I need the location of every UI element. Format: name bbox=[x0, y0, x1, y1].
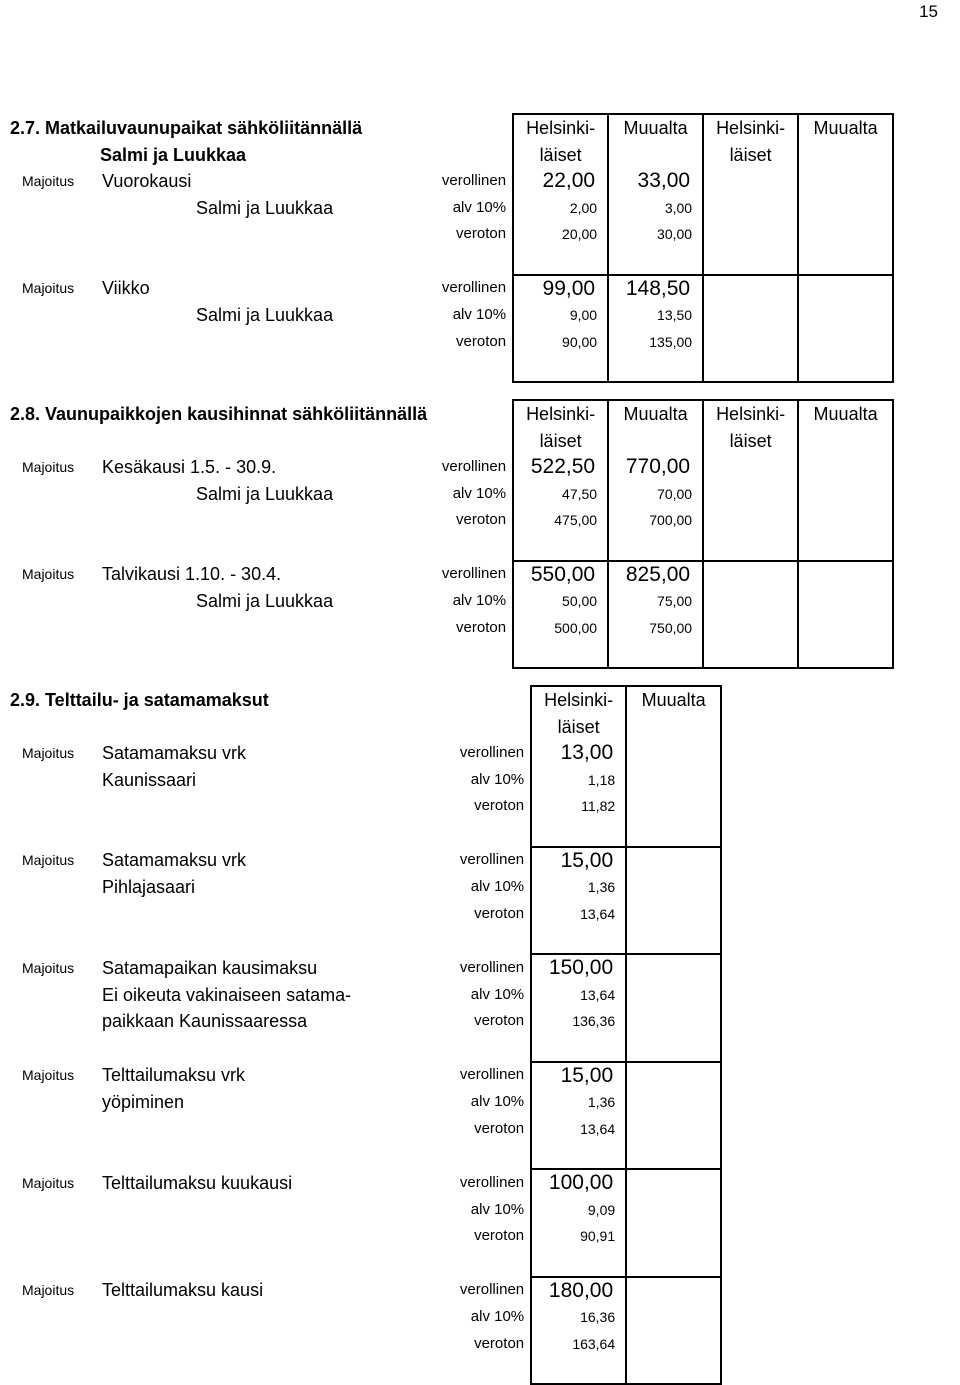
table-row bbox=[0, 740, 721, 767]
price-helsinki: 15,00 bbox=[531, 1062, 626, 1090]
price-muualta bbox=[626, 954, 721, 982]
tax-type-label: verollinen bbox=[441, 458, 507, 476]
header-helsinki-2-line2: läiset bbox=[703, 142, 798, 169]
table-row bbox=[0, 954, 721, 982]
price-helsinki: 180,00 bbox=[531, 1277, 626, 1305]
row-description: Salmi ja Luukkaa bbox=[196, 305, 334, 326]
tax-type-label: veroton bbox=[456, 618, 507, 636]
price-helsinki: 1,36 bbox=[531, 1089, 626, 1116]
tax-type-label: verollinen bbox=[459, 744, 525, 762]
header-muualta: Muualta bbox=[608, 114, 703, 142]
price-muualta bbox=[626, 740, 721, 767]
price-helsinki: 522,50 bbox=[513, 454, 608, 481]
price-helsinki: 136,36 bbox=[531, 1008, 626, 1035]
tax-type-label: veroton bbox=[456, 332, 507, 350]
tax-type-label: alv 10% bbox=[470, 1200, 525, 1218]
price-muualta bbox=[626, 1223, 721, 1250]
section-caravan-season bbox=[0, 399, 894, 669]
tax-type-label: veroton bbox=[474, 797, 525, 815]
price-helsinki: 9,00 bbox=[513, 302, 608, 329]
row-category-label: Majoitus bbox=[22, 1067, 75, 1084]
page-number: 15 bbox=[919, 2, 938, 21]
table-row bbox=[0, 588, 893, 615]
row-category-label: Majoitus bbox=[22, 566, 75, 583]
row-description: Satamamaksu vrk bbox=[102, 743, 247, 764]
price-helsinki: 90,91 bbox=[531, 1223, 626, 1250]
tax-type-label: verollinen bbox=[459, 958, 525, 976]
table-row bbox=[0, 507, 893, 534]
price-muualta: 148,50 bbox=[608, 275, 703, 303]
tax-type-label: verollinen bbox=[441, 279, 507, 297]
table-row bbox=[0, 901, 721, 928]
table-row bbox=[0, 195, 893, 222]
price-helsinki: 13,64 bbox=[531, 982, 626, 1009]
table-row bbox=[0, 1089, 721, 1116]
header-helsinki-2-line2: läiset bbox=[703, 428, 798, 455]
header-helsinki-line2: läiset bbox=[531, 714, 626, 741]
header-helsinki: Helsinki- bbox=[513, 114, 608, 142]
price-muualta: 825,00 bbox=[608, 561, 703, 589]
tax-type-label: veroton bbox=[456, 511, 507, 529]
row-description: Telttailumaksu vrk bbox=[102, 1065, 246, 1086]
price-helsinki: 13,64 bbox=[531, 901, 626, 928]
row-description: Telttailumaksu kuukausi bbox=[102, 1172, 293, 1193]
price-muualta bbox=[626, 1277, 721, 1305]
tax-type-label: veroton bbox=[474, 1119, 525, 1137]
tax-type-label: verollinen bbox=[441, 565, 507, 583]
table-row bbox=[0, 1116, 721, 1143]
price-muualta: 135,00 bbox=[608, 329, 703, 356]
price-helsinki: 2,00 bbox=[513, 195, 608, 222]
header-helsinki: Helsinki- bbox=[513, 400, 608, 428]
price-muualta: 30,00 bbox=[608, 221, 703, 248]
row-category-label: Majoitus bbox=[22, 745, 75, 762]
tax-type-label: alv 10% bbox=[470, 1093, 525, 1111]
price-muualta bbox=[626, 1116, 721, 1143]
price-muualta bbox=[626, 847, 721, 875]
tax-type-label: verollinen bbox=[459, 1066, 525, 1084]
table-row bbox=[0, 1169, 721, 1197]
table-row bbox=[0, 1008, 721, 1035]
row-description bbox=[100, 507, 333, 534]
price-muualta: 770,00 bbox=[608, 454, 703, 481]
row-description bbox=[100, 1304, 351, 1331]
price-muualta bbox=[626, 1331, 721, 1358]
tax-type-label: alv 10% bbox=[470, 1308, 525, 1326]
price-muualta bbox=[626, 1062, 721, 1090]
price-helsinki: 16,36 bbox=[531, 1304, 626, 1331]
table-row bbox=[0, 329, 893, 356]
header-helsinki-line2: läiset bbox=[513, 428, 608, 455]
row-description: Viikko bbox=[102, 278, 150, 299]
header-muualta-2: Muualta bbox=[798, 400, 893, 428]
row-description: yöpiminen bbox=[102, 1092, 185, 1113]
tax-type-label: veroton bbox=[474, 1227, 525, 1245]
row-description bbox=[100, 221, 333, 248]
row-description: Satamapaikan kausimaksu bbox=[102, 957, 318, 978]
row-description: Talvikausi 1.10. - 30.4. bbox=[102, 564, 282, 585]
price-muualta bbox=[626, 901, 721, 928]
row-description bbox=[100, 901, 351, 928]
header-helsinki-line2: läiset bbox=[513, 142, 608, 169]
price-helsinki: 22,00 bbox=[513, 168, 608, 195]
row-category-label: Majoitus bbox=[22, 852, 75, 869]
row-description: Pihlajasaari bbox=[102, 877, 196, 898]
table-row bbox=[0, 302, 893, 329]
tax-type-label: alv 10% bbox=[470, 770, 525, 788]
price-muualta bbox=[626, 1304, 721, 1331]
price-helsinki: 163,64 bbox=[531, 1331, 626, 1358]
row-description: Kaunissaari bbox=[102, 769, 197, 790]
table-row bbox=[0, 275, 893, 303]
tax-type-label: verollinen bbox=[459, 1281, 525, 1299]
tax-type-label: verollinen bbox=[459, 1173, 525, 1191]
section-tent-harbour bbox=[0, 685, 722, 1385]
table-row bbox=[0, 1304, 721, 1331]
table-row bbox=[0, 847, 721, 875]
table-row bbox=[0, 1277, 721, 1305]
price-muualta: 750,00 bbox=[608, 615, 703, 642]
section-subtitle: Salmi ja Luukkaa bbox=[100, 144, 247, 165]
price-helsinki: 13,64 bbox=[531, 1116, 626, 1143]
row-description: Kesäkausi 1.5. - 30.9. bbox=[102, 457, 277, 478]
row-description: Telttailumaksu kausi bbox=[102, 1280, 264, 1301]
table-row bbox=[0, 168, 893, 195]
table-row bbox=[0, 221, 893, 248]
price-helsinki: 1,36 bbox=[531, 874, 626, 901]
row-category-label: Majoitus bbox=[22, 959, 75, 976]
price-helsinki: 100,00 bbox=[531, 1169, 626, 1197]
tax-type-label: veroton bbox=[456, 225, 507, 243]
tax-type-label: alv 10% bbox=[452, 592, 507, 610]
row-description: Vuorokausi bbox=[102, 171, 192, 192]
price-muualta: 700,00 bbox=[608, 507, 703, 534]
price-helsinki: 550,00 bbox=[513, 561, 608, 589]
table-row bbox=[0, 1331, 721, 1358]
row-description: Salmi ja Luukkaa bbox=[196, 591, 334, 612]
table-row bbox=[0, 481, 893, 508]
price-helsinki: 500,00 bbox=[513, 615, 608, 642]
row-category-label: Majoitus bbox=[22, 1174, 75, 1191]
header-muualta-2: Muualta bbox=[798, 114, 893, 142]
tax-type-label: alv 10% bbox=[452, 306, 507, 324]
price-helsinki: 99,00 bbox=[513, 275, 608, 303]
tax-type-label: veroton bbox=[474, 904, 525, 922]
price-muualta bbox=[626, 1008, 721, 1035]
row-description: paikkaan Kaunissaaressa bbox=[102, 1011, 308, 1032]
price-muualta: 3,00 bbox=[608, 195, 703, 222]
row-category-label: Majoitus bbox=[22, 280, 75, 297]
row-description: Satamamaksu vrk bbox=[102, 850, 247, 871]
section-title: 2.7. Matkailuvaunupaikat sähköliitännällä bbox=[10, 117, 363, 138]
tax-type-label: verollinen bbox=[441, 172, 507, 190]
tax-type-label: veroton bbox=[474, 1334, 525, 1352]
tax-type-label: alv 10% bbox=[452, 198, 507, 216]
table-row bbox=[0, 767, 721, 794]
price-helsinki: 13,00 bbox=[531, 740, 626, 767]
price-helsinki: 50,00 bbox=[513, 588, 608, 615]
price-muualta: 13,50 bbox=[608, 302, 703, 329]
table-row bbox=[0, 982, 721, 1009]
tax-type-label: alv 10% bbox=[470, 878, 525, 896]
price-muualta bbox=[626, 874, 721, 901]
price-muualta: 70,00 bbox=[608, 481, 703, 508]
section-title: 2.9. Telttailu- ja satamamaksut bbox=[10, 689, 269, 710]
row-category-label: Majoitus bbox=[22, 1282, 75, 1299]
section-title: 2.8. Vaunupaikkojen kausihinnat sähköliitännällä bbox=[10, 403, 428, 424]
price-muualta bbox=[626, 1197, 721, 1224]
row-description: Salmi ja Luukkaa bbox=[196, 197, 334, 218]
row-category-label: Majoitus bbox=[22, 173, 75, 190]
price-muualta: 75,00 bbox=[608, 588, 703, 615]
table-row bbox=[0, 454, 893, 481]
table-row bbox=[0, 1197, 721, 1224]
price-muualta bbox=[626, 1169, 721, 1197]
row-description bbox=[100, 793, 351, 820]
table-row bbox=[0, 615, 893, 642]
price-helsinki: 47,50 bbox=[513, 481, 608, 508]
row-description bbox=[100, 1197, 351, 1224]
tax-type-label: alv 10% bbox=[470, 985, 525, 1003]
price-helsinki: 150,00 bbox=[531, 954, 626, 982]
table-row bbox=[0, 1062, 721, 1090]
header-muualta: Muualta bbox=[626, 686, 721, 714]
header-muualta: Muualta bbox=[608, 400, 703, 428]
header-helsinki-2: Helsinki- bbox=[703, 400, 798, 428]
price-helsinki: 20,00 bbox=[513, 221, 608, 248]
price-muualta bbox=[626, 793, 721, 820]
row-description bbox=[100, 1331, 351, 1358]
table-row bbox=[0, 874, 721, 901]
price-helsinki: 90,00 bbox=[513, 329, 608, 356]
header-helsinki: Helsinki- bbox=[531, 686, 626, 714]
table-row bbox=[0, 793, 721, 820]
price-helsinki: 15,00 bbox=[531, 847, 626, 875]
tax-type-label: verollinen bbox=[459, 851, 525, 869]
table-row bbox=[0, 1223, 721, 1250]
row-description bbox=[100, 1116, 351, 1143]
row-description: Salmi ja Luukkaa bbox=[196, 483, 334, 504]
price-muualta bbox=[626, 767, 721, 794]
price-helsinki: 475,00 bbox=[513, 507, 608, 534]
tax-type-label: veroton bbox=[474, 1012, 525, 1030]
section-caravan-daily-weekly bbox=[0, 113, 894, 383]
price-helsinki: 11,82 bbox=[531, 793, 626, 820]
price-muualta bbox=[626, 1089, 721, 1116]
row-description bbox=[100, 1223, 351, 1250]
price-helsinki: 9,09 bbox=[531, 1197, 626, 1224]
row-description bbox=[100, 329, 333, 356]
tax-type-label: alv 10% bbox=[452, 484, 507, 502]
row-description: Ei oikeuta vakinaiseen satama- bbox=[102, 984, 352, 1005]
row-description bbox=[100, 615, 333, 642]
table-row bbox=[0, 561, 893, 589]
price-muualta: 33,00 bbox=[608, 168, 703, 195]
header-helsinki-2: Helsinki- bbox=[703, 114, 798, 142]
row-category-label: Majoitus bbox=[22, 459, 75, 476]
price-helsinki: 1,18 bbox=[531, 767, 626, 794]
price-muualta bbox=[626, 982, 721, 1009]
